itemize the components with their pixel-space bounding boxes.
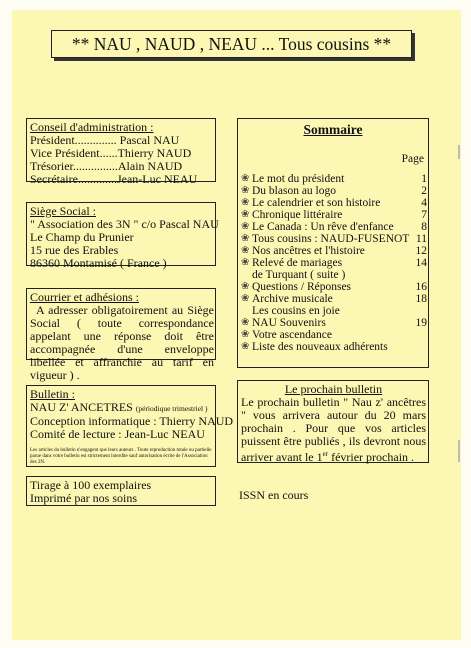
toc-item-label: Le calendrier et son histoire bbox=[252, 197, 381, 209]
flower-bullet-icon: ❀ bbox=[241, 245, 250, 256]
toc-item-page: 11 bbox=[415, 233, 427, 245]
toc-item-page: 12 bbox=[415, 245, 427, 257]
bulletin-comite: Comité de lecture : Jean-Luc NEAU bbox=[30, 427, 205, 441]
toc-item bbox=[241, 185, 427, 197]
toc-item-label: Votre ascendance bbox=[252, 329, 332, 341]
tirage-line: Imprimé par nos soins bbox=[30, 491, 137, 505]
toc-item-label: Nos ancêtres et l'histoire bbox=[252, 245, 365, 257]
courrier-box bbox=[26, 288, 216, 382]
toc-item-page: 7 bbox=[421, 209, 427, 221]
flower-bullet-icon: ❀ bbox=[241, 293, 250, 304]
toc-item bbox=[241, 257, 427, 269]
siege-box bbox=[26, 202, 219, 270]
header-title-box bbox=[51, 30, 412, 58]
toc-item bbox=[241, 305, 427, 317]
prochain-box bbox=[237, 380, 429, 463]
flower-bullet-icon: ❀ bbox=[241, 341, 250, 352]
edge-mark bbox=[458, 440, 460, 462]
toc-item bbox=[241, 281, 427, 293]
siege-line: 86360 Montamisé ( France ) bbox=[30, 256, 167, 270]
toc-item-label: Archive musicale bbox=[252, 293, 333, 305]
toc-item bbox=[241, 317, 427, 329]
toc-item-label: Du blason au logo bbox=[252, 185, 337, 197]
flower-bullet-icon: ❀ bbox=[241, 221, 250, 232]
bulletin-fine-print: Les articles du bulletin n'engagent que leurs auteurs . Toute reproduction totale ou partielle parue dans votre bulletin est strictement interdite sauf autorisation écrite de l'Association des 3N. bbox=[30, 448, 212, 465]
toc-item-label: de Turquant ( suite ) bbox=[252, 269, 346, 281]
toc-item-label: NAU Souvenirs bbox=[252, 317, 326, 329]
toc-item-page: 1 bbox=[421, 173, 427, 185]
flower-bullet-icon: ❀ bbox=[241, 281, 250, 292]
flower-bullet-icon: ❀ bbox=[241, 257, 250, 268]
tirage-line: Tirage à 100 exemplaires bbox=[30, 478, 152, 492]
toc-item bbox=[241, 197, 427, 209]
toc-item bbox=[241, 221, 427, 233]
toc-item bbox=[241, 209, 427, 221]
toc-item-page: 14 bbox=[415, 257, 427, 269]
bulletin-conception: Conception informatique : Thierry NAUD bbox=[30, 414, 234, 428]
edge-mark bbox=[458, 145, 460, 159]
flower-bullet-icon: ❀ bbox=[241, 317, 250, 328]
flower-bullet-icon: ❀ bbox=[241, 233, 250, 244]
toc-item bbox=[241, 233, 427, 245]
conseil-line: Secrétaire.............Jean-Luc NEAU bbox=[30, 172, 198, 186]
flower-bullet-icon: ❀ bbox=[241, 209, 250, 220]
siege-line: " Association des 3N " c/o Pascal NAU bbox=[30, 217, 219, 231]
page-column-header: Page bbox=[401, 153, 424, 165]
toc-item bbox=[241, 341, 427, 353]
toc-item-label: Le mot du président bbox=[252, 173, 345, 185]
prochain-text: Le prochain bulletin " Nau z' ancêtres " vous arrivera autour du 20 mars prochain . Pour que vos articles puissent être publiés , ils devront nous arriver avant le 1er février prochain . bbox=[241, 395, 426, 464]
siege-heading: Siège Social : bbox=[30, 204, 96, 218]
toc-item bbox=[241, 245, 427, 257]
bulletin-name: NAU Z' ANCETRES bbox=[30, 400, 133, 414]
toc-item-label: Chronique littéraire bbox=[252, 209, 343, 221]
toc-item-page: 18 bbox=[415, 293, 427, 305]
bulletin-periodicity: (périodique trimestriel ) bbox=[135, 404, 208, 413]
toc-item-page: 8 bbox=[421, 221, 427, 233]
toc-item-label: Le Canada : Un rêve d'enfance bbox=[252, 221, 394, 233]
bulletin-box bbox=[26, 385, 234, 467]
tirage-box bbox=[26, 476, 216, 506]
bulletin-heading: Bulletin : bbox=[30, 387, 75, 401]
toc-list bbox=[241, 173, 427, 353]
toc-item-label: Les cousins en joie bbox=[252, 305, 340, 317]
toc-item-label: Relevé de mariages bbox=[252, 257, 343, 269]
toc-item-label: Liste des nouveaux adhérents bbox=[252, 341, 388, 353]
toc-item-label: Tous cousins : NAUD-FUSENOT bbox=[252, 233, 410, 245]
toc-item bbox=[241, 329, 427, 341]
flower-bullet-icon: ❀ bbox=[241, 173, 250, 184]
toc-item-page: 16 bbox=[415, 281, 427, 293]
siege-line: 15 rue des Erables bbox=[30, 243, 119, 257]
toc-item bbox=[241, 269, 427, 281]
toc-item-page: 19 bbox=[415, 317, 427, 329]
conseil-heading: Conseil d'administration : bbox=[30, 120, 154, 134]
conseil-line: Trésorier...............Alain NAUD bbox=[30, 159, 183, 173]
toc-item-label: Questions / Réponses bbox=[252, 281, 352, 293]
courrier-heading: Courrier et adhésions : bbox=[30, 290, 139, 304]
flower-bullet-icon: ❀ bbox=[241, 185, 250, 196]
flower-bullet-icon: ❀ bbox=[241, 329, 250, 340]
sommaire-box bbox=[237, 118, 429, 368]
prochain-heading: Le prochain bulletin bbox=[284, 382, 383, 396]
issn: ISSN en cours bbox=[239, 488, 309, 502]
conseil-line: Président.............. Pascal NAU bbox=[30, 133, 180, 147]
toc-item bbox=[241, 293, 427, 305]
toc-item-page: 4 bbox=[421, 197, 427, 209]
siege-line: Le Champ du Prunier bbox=[30, 230, 134, 244]
conseil-line: Vice Président......Thierry NAUD bbox=[30, 146, 192, 160]
conseil-box bbox=[26, 118, 216, 186]
sommaire-title: Sommaire bbox=[303, 122, 363, 137]
toc-item-page: 2 bbox=[421, 185, 427, 197]
page-title: ** NAU , NAUD , NEAU ... Tous cousins ** bbox=[71, 34, 392, 54]
flower-bullet-icon: ❀ bbox=[241, 197, 250, 208]
toc-item bbox=[241, 173, 427, 185]
courrier-text: A adresser obligatoirement au Siège Social ( toute correspondance appelant une réponse doit être accompagnée d'une enveloppe libellée et affranchie au tarif en vigueur ) . bbox=[30, 303, 214, 382]
